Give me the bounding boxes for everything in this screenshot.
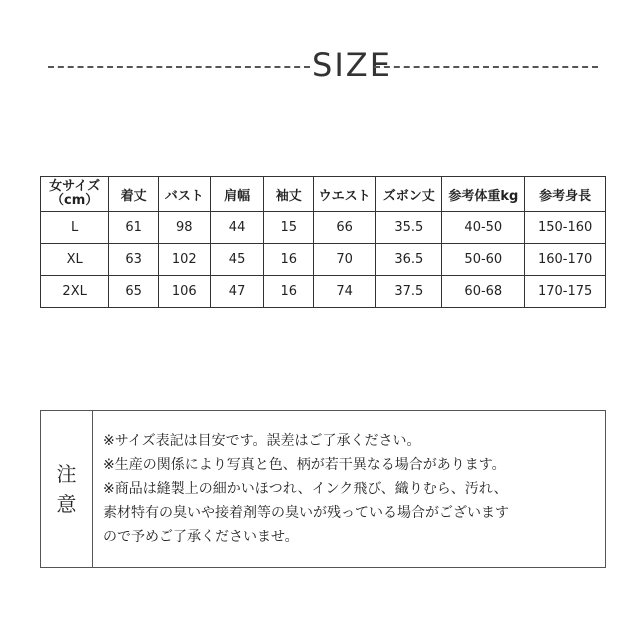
- size-table: [40, 176, 606, 308]
- page-title: SIZE: [312, 46, 392, 84]
- table-header-row: [41, 177, 606, 212]
- table-cell: 160-170: [525, 244, 606, 276]
- header-pants-length: ズボン丈: [376, 177, 442, 212]
- table-cell: 16: [264, 244, 314, 276]
- notice-line: 素材特有の臭いや接着剤等の臭いが残っている場合がございます: [103, 505, 509, 521]
- table-cell: 98: [158, 212, 210, 244]
- table-cell: 102: [158, 244, 210, 276]
- table-cell: 66: [314, 212, 376, 244]
- header-height: 参考身長: [525, 177, 606, 212]
- table-cell: 47: [210, 276, 264, 308]
- right-dashed-divider: [374, 66, 598, 68]
- table-cell: 2XL: [41, 276, 109, 308]
- header-sleeve: 袖丈: [264, 177, 314, 212]
- table-cell: 65: [109, 276, 159, 308]
- title-row: [40, 40, 600, 90]
- header-size: 女サイズ（cm）: [41, 177, 109, 212]
- notice-line: ので予めご了承くださいませ。: [103, 529, 299, 545]
- table-cell: 50-60: [442, 244, 525, 276]
- table-cell: 16: [264, 276, 314, 308]
- table-cell: 150-160: [525, 212, 606, 244]
- table-cell: 45: [210, 244, 264, 276]
- table-cell: L: [41, 212, 109, 244]
- table-cell: 74: [314, 276, 376, 308]
- table-cell: 63: [109, 244, 159, 276]
- table-cell: 37.5: [376, 276, 442, 308]
- notice-line: ※サイズ表記は目安です。誤差はご了承ください。: [103, 433, 421, 449]
- notice-label-char-1: 注: [56, 462, 77, 486]
- table-cell: 170-175: [525, 276, 606, 308]
- header-bust: バスト: [158, 177, 210, 212]
- table-cell: 70: [314, 244, 376, 276]
- table-cell: XL: [41, 244, 109, 276]
- header-length: 着丈: [109, 177, 159, 212]
- table-cell: 106: [158, 276, 210, 308]
- header-weight: 参考体重kg: [442, 177, 525, 212]
- header-shoulder: 肩幅: [210, 177, 264, 212]
- table-row: [41, 244, 606, 276]
- table-cell: 40-50: [442, 212, 525, 244]
- table-cell: 15: [264, 212, 314, 244]
- left-dashed-divider: [48, 66, 310, 68]
- table-row: [41, 276, 606, 308]
- notice-label: [41, 411, 93, 567]
- notice-line: ※商品は縫製上の細かいほつれ、インク飛び、織りむら、汚れ、: [103, 481, 508, 497]
- header-waist: ウエスト: [314, 177, 376, 212]
- notice-line: ※生産の関係により写真と色、柄が若干異なる場合があります。: [103, 457, 506, 473]
- table-cell: 44: [210, 212, 264, 244]
- table-row: [41, 212, 606, 244]
- notice-label-char-2: 意: [56, 492, 77, 516]
- notice-list: [103, 429, 603, 549]
- table-cell: 61: [109, 212, 159, 244]
- table-cell: 35.5: [376, 212, 442, 244]
- notice-box: [40, 410, 606, 568]
- table-cell: 36.5: [376, 244, 442, 276]
- table-cell: 60-68: [442, 276, 525, 308]
